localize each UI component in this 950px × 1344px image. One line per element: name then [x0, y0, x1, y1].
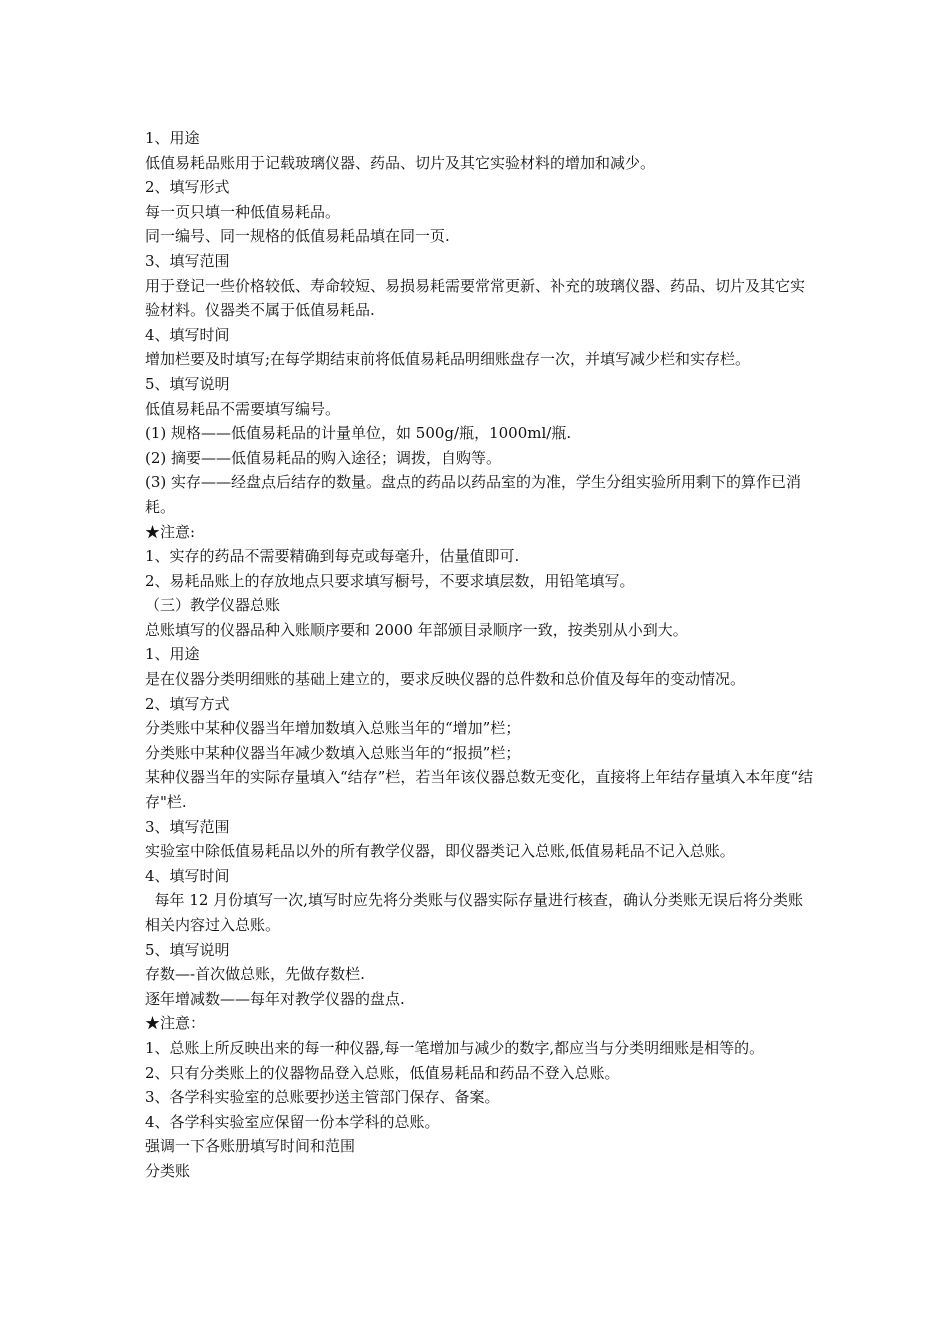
section-heading-time: 4、填写时间	[145, 325, 230, 344]
section-heading-method: 2、填写方式	[145, 694, 230, 713]
chapter-heading-general-ledger: （三）教学仪器总账	[145, 596, 281, 615]
paragraph-notes-2-2: 逐年增减数——每年对教学仪器的盘点.	[145, 989, 405, 1008]
section-heading-usage: 1、用途	[145, 129, 200, 147]
paragraph-scope: 用于登记一些价格较低、寿命较短、易损易耗需要常常更新、补充的玻璃仪器、药品、切片及其它实验材料。仪器类不属于低值易耗品.	[145, 276, 806, 320]
attention-2-item-2: 2、只有分类账上的仪器物品登入总账，低值易耗品和药品不登入总账。	[145, 1063, 620, 1082]
section-heading-notes: 5、填写说明	[145, 374, 230, 393]
attention-item-2: 2、易耗品账上的存放地点只要求填写橱号，不要求填层数，用铅笔填写。	[145, 571, 635, 590]
attention-2-item-4: 4、各学科实验室应保留一份本学科的总账。	[145, 1112, 440, 1131]
paragraph-category-ledger: 分类账	[145, 1161, 191, 1180]
paragraph-form-1: 每一页只填一种低值易耗品。	[145, 202, 341, 221]
section-heading-scope: 3、填写范围	[145, 251, 230, 270]
section-heading-form: 2、填写形式	[145, 178, 230, 197]
paragraph-form-2: 同一编号、同一规格的低值易耗品填在同一页.	[145, 227, 450, 246]
document-body	[145, 126, 813, 1184]
paragraph-method-1: 分类账中某种仪器当年增加数填入总账当年的“增加”栏；	[145, 719, 521, 738]
paragraph-notes: 低值易耗品不需要填写编号。	[145, 399, 341, 418]
attention-2-item-3: 3、各学科实验室的总账要抄送主管部门保存、备案。	[145, 1088, 500, 1107]
paragraph-method-2: 分类账中某种仪器当年减少数填入总账当年的“报损”栏；	[145, 743, 521, 762]
paragraph-emphasis: 强调一下各账册填写时间和范围	[145, 1137, 356, 1156]
paragraph-usage: 低值易耗品账用于记载玻璃仪器、药品、切片及其它实验材料的增加和减少。	[145, 153, 656, 172]
section-heading-time-2: 4、填写时间	[145, 866, 230, 885]
section-heading-scope-2: 3、填写范围	[145, 817, 230, 836]
paragraph-usage-2: 是在仪器分类明细账的基础上建立的，要求反映仪器的总件数和总价值及每年的变动情况。	[145, 670, 746, 689]
note-item-summary: (2) 摘要——低值易耗品的购入途径；调拨，自购等。	[145, 448, 502, 467]
section-heading-usage-2: 1、用途	[145, 645, 200, 664]
paragraph-method-3: 某种仪器当年的实际存量填入“结存”栏，若当年该仪器总数无变化，直接将上年结存量填入本年度“结存"栏.	[145, 768, 814, 812]
attention-item-1: 1、实存的药品不需要精确到每克或每毫升，估量值即可.	[145, 547, 520, 566]
note-item-actual: (3) 实存——经盘点后结存的数量。盘点的药品以药品室的为准，学生分组实验所用剩下的算作已消耗。	[145, 473, 802, 516]
paragraph-ledger-order: 总账填写的仪器品种入账顺序要和 2000 年部颁目录顺序一致，按类别从小到大。	[145, 620, 688, 639]
note-item-spec: (1) 规格——低值易耗品的计量单位，如 500g/瓶，1000ml/瓶.	[145, 424, 572, 443]
attention-heading-2: ★注意：	[145, 1014, 206, 1033]
attention-2-item-1: 1、总账上所反映出来的每一种仪器,每一笔增加与减少的数字,都应当与分类明细账是相等的。	[145, 1038, 765, 1057]
paragraph-notes-2-1: 存数—-首次做总账，先做存数栏.	[145, 965, 365, 984]
attention-heading: ★注意:	[145, 522, 196, 541]
paragraph-scope-2: 实验室中除低值易耗品以外的所有教学仪器，即仪器类记入总账,低值易耗品不记入总账。	[145, 842, 735, 861]
section-heading-notes-2: 5、填写说明	[145, 940, 230, 959]
paragraph-time: 增加栏要及时填写;在每学期结束前将低值易耗品明细账盘存一次，并填写减少栏和实存栏。	[145, 350, 751, 369]
paragraph-time-2: 每年 12 月份填写一次,填写时应先将分类账与仪器实际存量进行核查，确认分类账无误后将分类账相关内容过入总账。	[145, 891, 803, 934]
